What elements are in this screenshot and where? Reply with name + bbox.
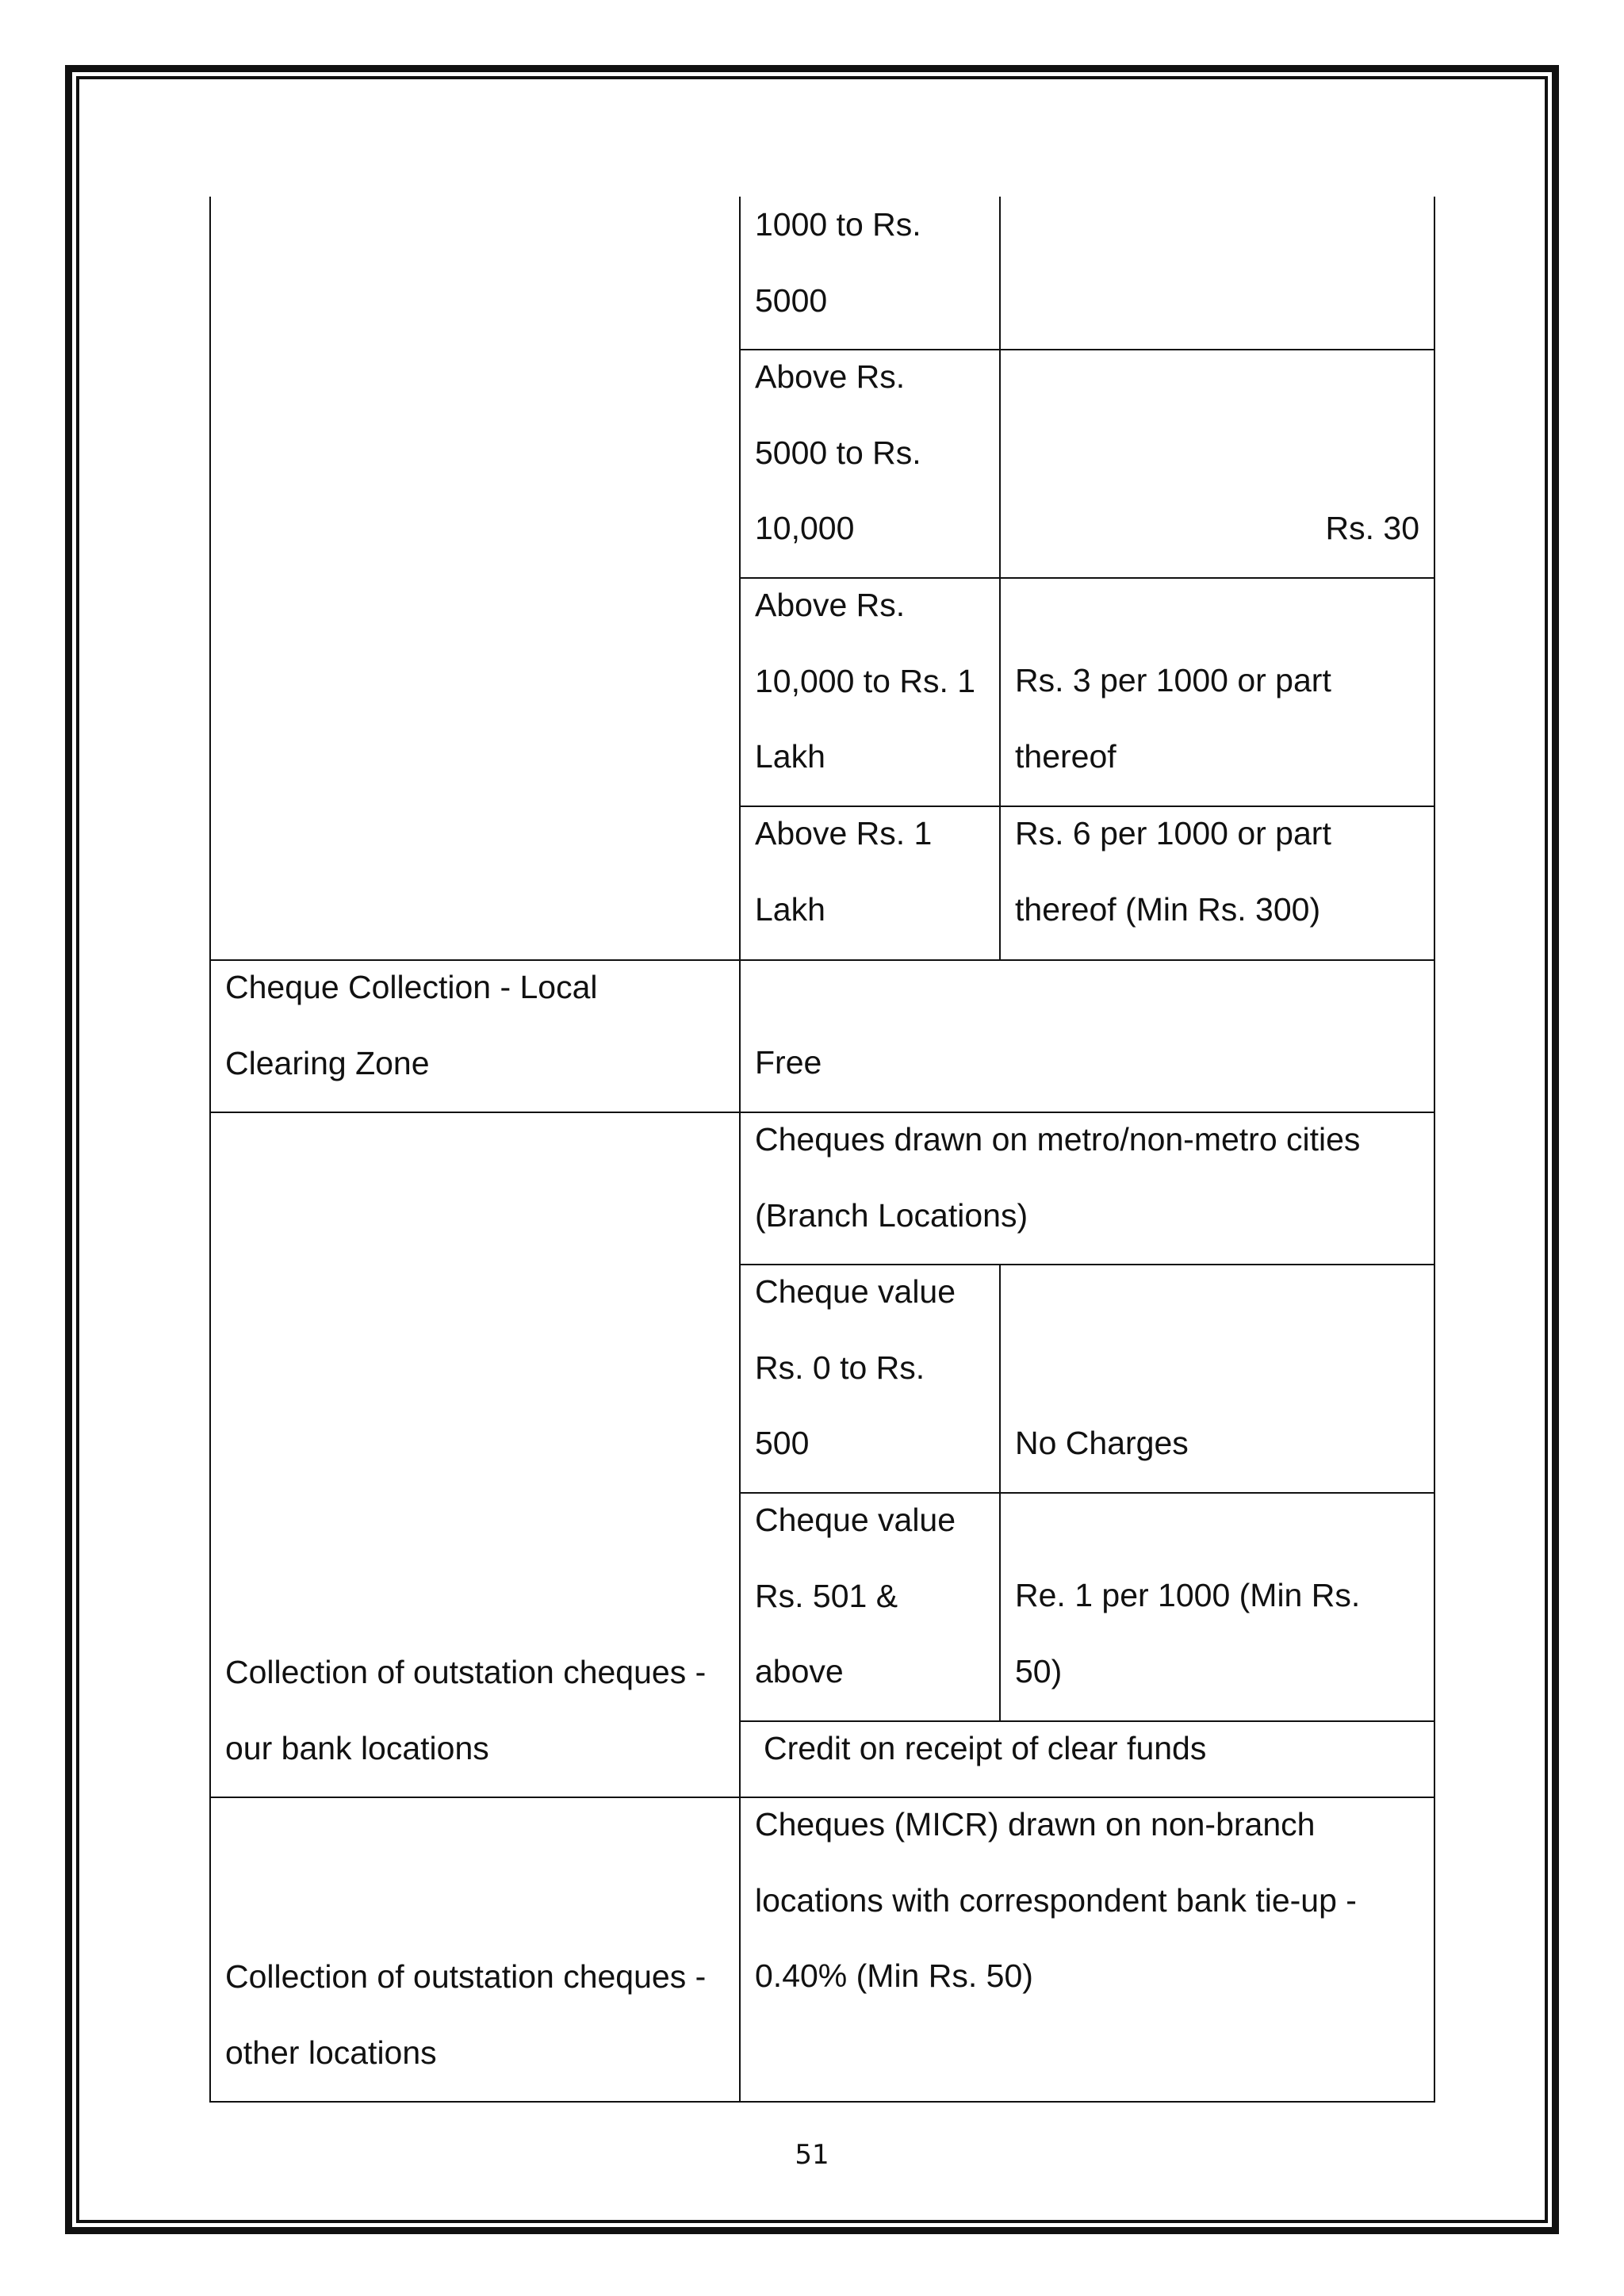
service-line: our bank locations: [225, 1729, 489, 1766]
charge-line: Re. 1 per 1000 (Min Rs.: [1015, 1577, 1361, 1613]
service-line: Collection of outstation cheques -: [225, 1654, 707, 1690]
range-line: Above Rs. 1: [755, 815, 933, 851]
charge-line: 0.40% (Min Rs. 50): [755, 1957, 1033, 1994]
charge-line: Rs. 30: [1325, 510, 1419, 546]
charge-cell: [1010, 491, 1419, 567]
charge-cell: [755, 1025, 1421, 1101]
charge-cell: [1015, 1558, 1427, 1709]
charge-cell: [1015, 643, 1427, 794]
service-line: Collection of outstation cheques -: [225, 1958, 707, 1995]
heading-cell: [755, 1102, 1429, 1253]
range-cell: [755, 1483, 993, 1710]
charge-line: Free: [755, 1044, 822, 1081]
table-rule: [1434, 197, 1435, 2103]
charge-line: thereof (Min Rs. 300): [1015, 890, 1321, 928]
range-line: 5000 to Rs.: [755, 434, 921, 471]
charge-cell: [755, 1787, 1429, 2015]
range-line: 500: [755, 1425, 810, 1461]
note-line: Credit on receipt of clear funds: [764, 1730, 1207, 1766]
range-line: Rs. 501 &: [755, 1577, 898, 1614]
range-cell: [755, 187, 993, 339]
range-line: 10,000: [755, 510, 855, 546]
range-line: Above Rs.: [755, 587, 906, 623]
note-cell: [764, 1711, 1430, 1787]
charge-line: 50): [1015, 1652, 1063, 1689]
range-cell: [755, 339, 993, 567]
service-line: other locations: [225, 2034, 437, 2071]
charge-line: Rs. 3 per 1000 or part: [1015, 662, 1331, 698]
table-rule: [739, 197, 741, 2103]
range-line: Lakh: [755, 890, 825, 928]
charge-cell: [1015, 1406, 1427, 1482]
range-line: Cheque value: [755, 1273, 956, 1310]
range-cell: [755, 568, 993, 795]
charge-line: No Charges: [1015, 1425, 1189, 1461]
range-line: above: [755, 1653, 844, 1689]
service-cell: [225, 1939, 733, 2091]
table-rule: [209, 2101, 1435, 2103]
range-line: 1000 to Rs.: [755, 206, 921, 243]
page-number: 51: [795, 2139, 829, 2171]
charge-line: Rs. 6 per 1000 or part: [1015, 815, 1331, 851]
range-cell: [755, 1254, 993, 1482]
table-rule: [209, 197, 211, 2103]
service-cell: [225, 950, 733, 1101]
range-line: 10,000 to Rs. 1: [755, 662, 976, 699]
range-line: 5000: [755, 281, 828, 319]
service-cell: [225, 1635, 733, 1786]
service-line: Clearing Zone: [225, 1044, 430, 1081]
range-line: Rs. 0 to Rs.: [755, 1349, 925, 1386]
range-line: Above Rs.: [755, 358, 906, 395]
range-line: Lakh: [755, 738, 825, 775]
service-line: Cheque Collection - Local: [225, 969, 598, 1005]
charge-line: thereof: [1015, 737, 1116, 775]
charges-table: [209, 197, 1435, 2103]
charge-line: locations with correspondent bank tie-up -: [755, 1881, 1357, 1919]
range-line: Cheque value: [755, 1502, 956, 1538]
range-cell: [755, 796, 993, 947]
heading-line: Cheques drawn on metro/non-metro cities: [755, 1121, 1361, 1158]
charge-line: Cheques (MICR) drawn on non-branch: [755, 1806, 1316, 1843]
charge-cell: [1015, 796, 1427, 947]
heading-line: (Branch Locations): [755, 1196, 1028, 1234]
